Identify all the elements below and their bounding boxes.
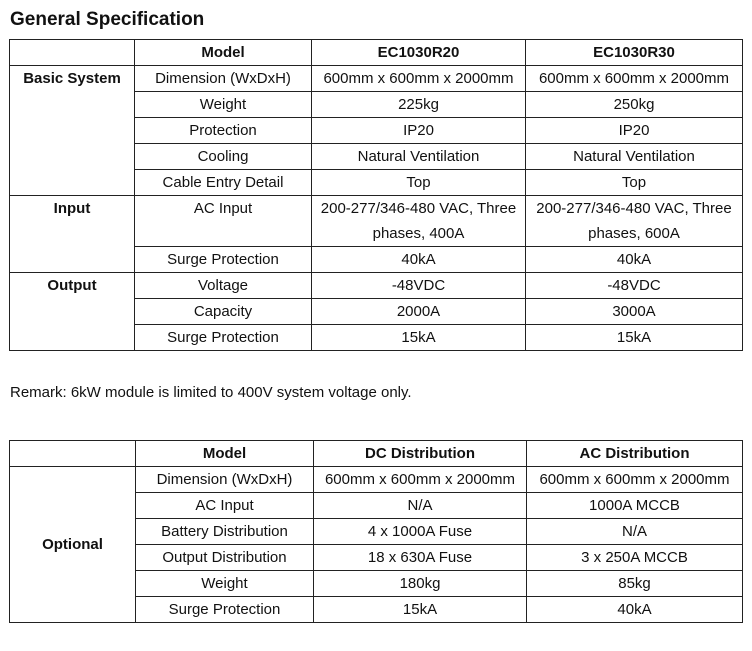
value-cell: 40kA bbox=[312, 247, 526, 273]
value-cell: 2000A bbox=[312, 299, 526, 325]
value-cell: Top bbox=[526, 170, 743, 196]
param-cell: Battery Distribution bbox=[136, 519, 314, 545]
value-cell: 225kg bbox=[312, 92, 526, 118]
value-cell: 4 x 1000A Fuse bbox=[314, 519, 527, 545]
value-cell: 40kA bbox=[527, 597, 743, 623]
spec-table-optional bbox=[9, 440, 743, 623]
group-label-output: Output bbox=[10, 273, 135, 351]
value-cell: 600mm x 600mm x 2000mm bbox=[314, 467, 527, 493]
value-cell: 600mm x 600mm x 2000mm bbox=[312, 66, 526, 92]
value-cell: 15kA bbox=[312, 325, 526, 351]
value-cell: N/A bbox=[527, 519, 743, 545]
remark-text: Remark: 6kW module is limited to 400V system voltage only. bbox=[10, 384, 412, 401]
param-cell: Cooling bbox=[135, 144, 312, 170]
value-cell: 200-277/346-480 VAC, Three phases, 400A bbox=[312, 196, 526, 247]
param-cell: Weight bbox=[135, 92, 312, 118]
group-label-input: Input bbox=[10, 196, 135, 273]
value-cell: Natural Ventilation bbox=[526, 144, 743, 170]
value-cell: 15kA bbox=[314, 597, 527, 623]
param-cell: Capacity bbox=[135, 299, 312, 325]
table-row bbox=[10, 66, 743, 92]
value-cell: 40kA bbox=[526, 247, 743, 273]
group-label-optional: Optional bbox=[10, 467, 136, 623]
value-cell: 600mm x 600mm x 2000mm bbox=[527, 467, 743, 493]
group-label-basic-system: Basic System bbox=[10, 66, 135, 196]
value-cell: 85kg bbox=[527, 571, 743, 597]
param-cell: Protection bbox=[135, 118, 312, 144]
table-row bbox=[10, 273, 743, 299]
value-cell: 3000A bbox=[526, 299, 743, 325]
value-cell: 3 x 250A MCCB bbox=[527, 545, 743, 571]
table-row bbox=[10, 467, 743, 493]
header-cell bbox=[10, 441, 136, 467]
value-cell: 1000A MCCB bbox=[527, 493, 743, 519]
page-title: General Specification bbox=[10, 9, 205, 30]
value-cell: 200-277/346-480 VAC, Three phases, 600A bbox=[526, 196, 743, 247]
param-cell: Dimension (WxDxH) bbox=[136, 467, 314, 493]
param-cell: Weight bbox=[136, 571, 314, 597]
table-row bbox=[10, 196, 743, 247]
param-cell: AC Input bbox=[136, 493, 314, 519]
table-header-row bbox=[10, 40, 743, 66]
header-cell: AC Distribution bbox=[527, 441, 743, 467]
value-cell: 250kg bbox=[526, 92, 743, 118]
value-cell: Top bbox=[312, 170, 526, 196]
header-cell: Model bbox=[135, 40, 312, 66]
param-cell: Cable Entry Detail bbox=[135, 170, 312, 196]
value-cell: -48VDC bbox=[526, 273, 743, 299]
header-cell bbox=[10, 40, 135, 66]
param-cell: Voltage bbox=[135, 273, 312, 299]
value-cell: N/A bbox=[314, 493, 527, 519]
value-cell: 180kg bbox=[314, 571, 527, 597]
value-cell: 15kA bbox=[526, 325, 743, 351]
value-cell: Natural Ventilation bbox=[312, 144, 526, 170]
value-cell: IP20 bbox=[312, 118, 526, 144]
value-cell: -48VDC bbox=[312, 273, 526, 299]
value-cell: 600mm x 600mm x 2000mm bbox=[526, 66, 743, 92]
param-cell: Surge Protection bbox=[136, 597, 314, 623]
header-cell: EC1030R20 bbox=[312, 40, 526, 66]
param-cell: Surge Protection bbox=[135, 247, 312, 273]
param-cell: Surge Protection bbox=[135, 325, 312, 351]
header-cell: DC Distribution bbox=[314, 441, 527, 467]
header-cell: Model bbox=[136, 441, 314, 467]
param-cell: Dimension (WxDxH) bbox=[135, 66, 312, 92]
value-cell: 18 x 630A Fuse bbox=[314, 545, 527, 571]
param-cell: Output Distribution bbox=[136, 545, 314, 571]
param-cell: AC Input bbox=[135, 196, 312, 247]
table-header-row bbox=[10, 441, 743, 467]
value-cell: IP20 bbox=[526, 118, 743, 144]
spec-table-models bbox=[9, 39, 743, 351]
header-cell: EC1030R30 bbox=[526, 40, 743, 66]
